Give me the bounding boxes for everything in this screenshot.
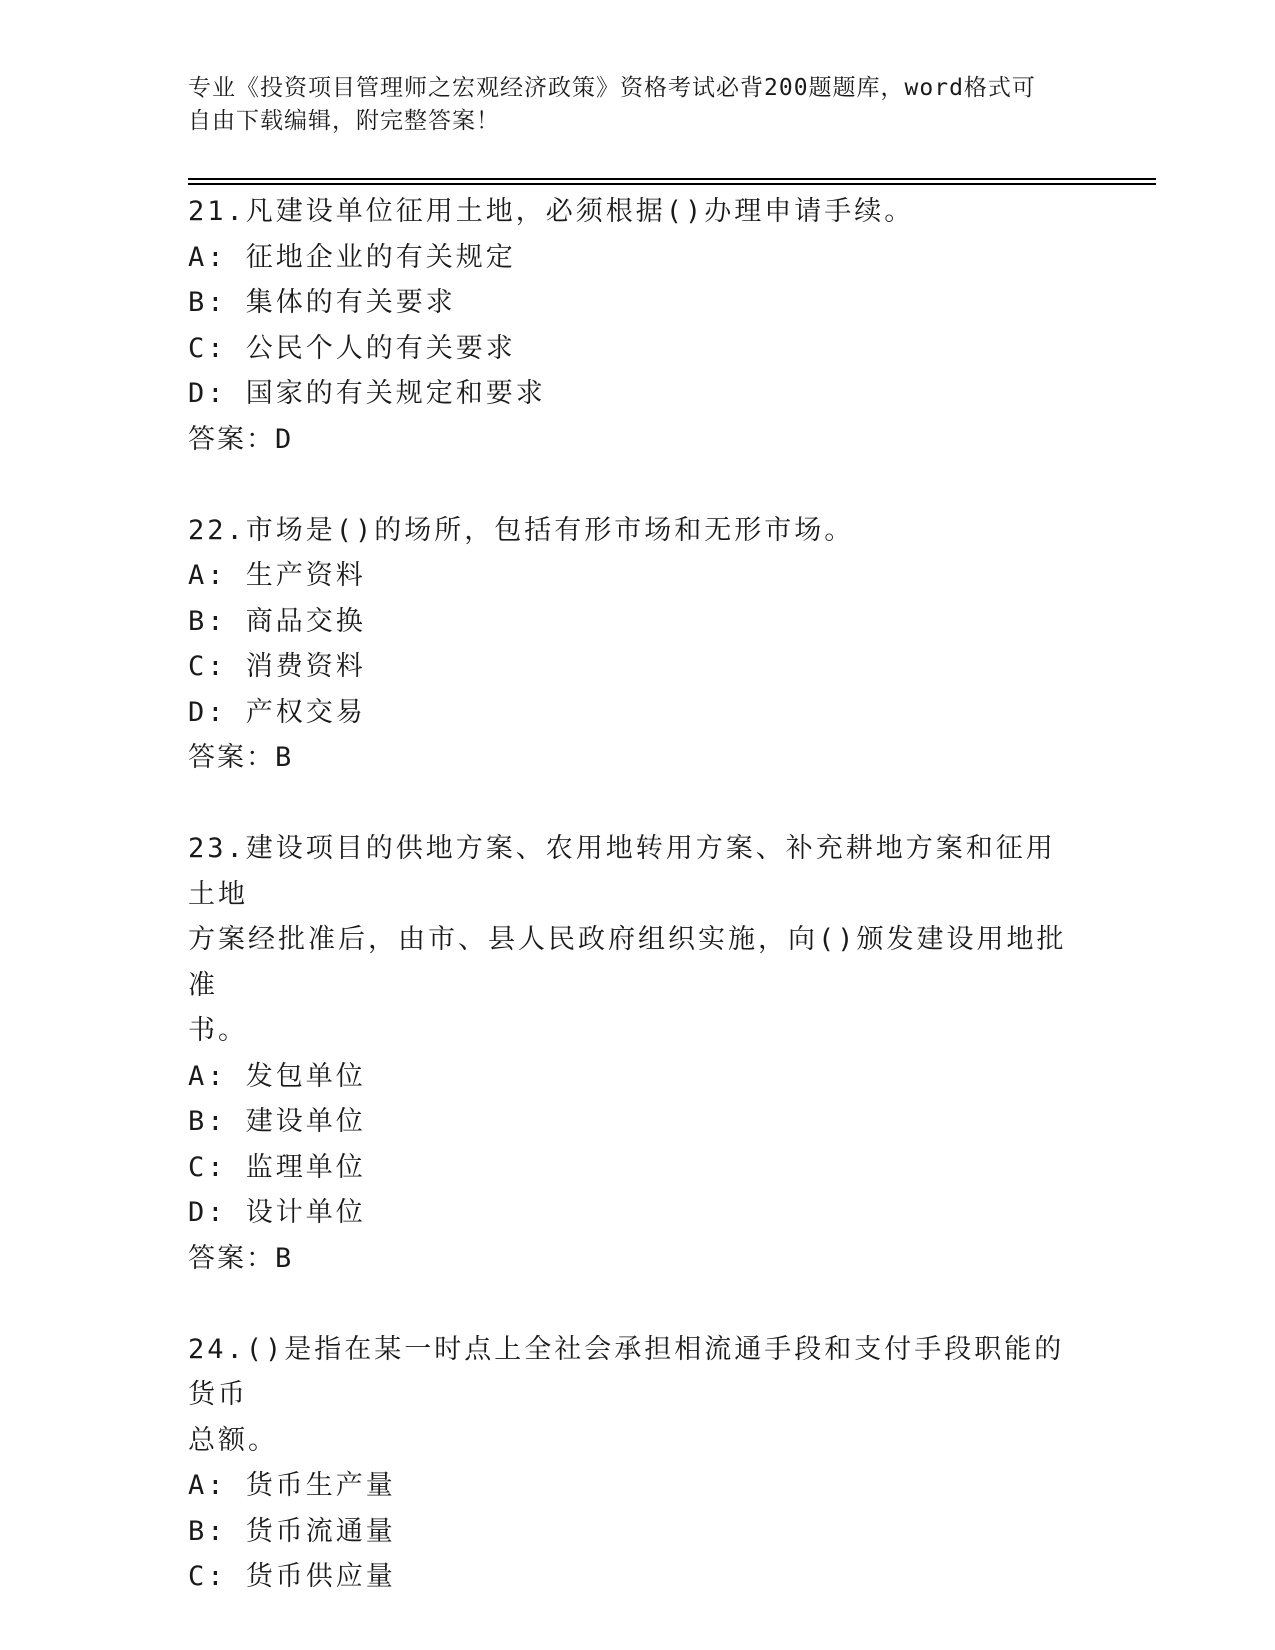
option-b: B: 集体的有关要求 (188, 287, 456, 318)
header-divider-bottom (188, 183, 1156, 185)
option-c: C: 公民个人的有关要求 (188, 332, 516, 364)
answer-value: B (275, 742, 295, 773)
answer-line (188, 735, 1088, 781)
option-c: C: 货币供应量 (188, 1561, 396, 1592)
header-line-1: 专业《投资项目管理师之宏观经济政策》资格考试必背200题题库，word格式可 (188, 75, 1036, 101)
question-text-line-3: 书。 (188, 1015, 248, 1046)
option-d: D: 产权交易 (188, 696, 366, 728)
answer-line (188, 1236, 1088, 1282)
answer-line (188, 417, 1088, 463)
header-divider-top (188, 178, 1156, 180)
question-text-line-2: 总额。 (188, 1424, 278, 1456)
question-23 (188, 826, 1088, 1281)
question-21 (188, 189, 1088, 462)
question-text-line-1: 24.()是指在某一时点上全社会承担相流通手段和支付手段职能的货币 (188, 1333, 1065, 1410)
option-d: D: 国家的有关规定和要求 (188, 378, 546, 409)
option-b: B: 建设单位 (188, 1106, 366, 1137)
option-a: A: 征地企业的有关规定 (188, 241, 516, 273)
header-line-2: 自由下载编辑，附完整答案！ (188, 108, 500, 134)
answer-value: B (275, 1242, 295, 1274)
question-text-line-2: 方案经批准后，由市、县人民政府组织实施，向()颁发建设用地批准 (188, 924, 1067, 1001)
question-list (188, 189, 1088, 1645)
option-a: A: 货币生产量 (188, 1470, 396, 1501)
option-c: C: 消费资料 (188, 651, 366, 682)
option-b: B: 货币流通量 (188, 1515, 396, 1547)
question-text: 21.凡建设单位征用土地，必须根据()办理申请手续。 (188, 196, 915, 227)
answer-value: D (275, 423, 295, 455)
option-c: C: 监理单位 (188, 1151, 366, 1183)
option-a: A: 生产资料 (188, 560, 366, 591)
option-b: B: 商品交换 (188, 605, 366, 637)
question-22 (188, 508, 1088, 781)
option-d: D: 设计单位 (188, 1197, 366, 1228)
document-header (188, 72, 1068, 138)
question-text: 22.市场是()的场所，包括有形市场和无形市场。 (188, 514, 855, 546)
answer-label: 答案： (188, 423, 275, 455)
answer-label: 答案： (188, 742, 275, 773)
option-a: A: 发包单位 (188, 1060, 366, 1092)
question-24 (188, 1327, 1088, 1600)
answer-label: 答案： (188, 1242, 275, 1274)
question-text-line-1: 23.建设项目的供地方案、农用地转用方案、补充耕地方案和征用土地 (188, 833, 1056, 910)
